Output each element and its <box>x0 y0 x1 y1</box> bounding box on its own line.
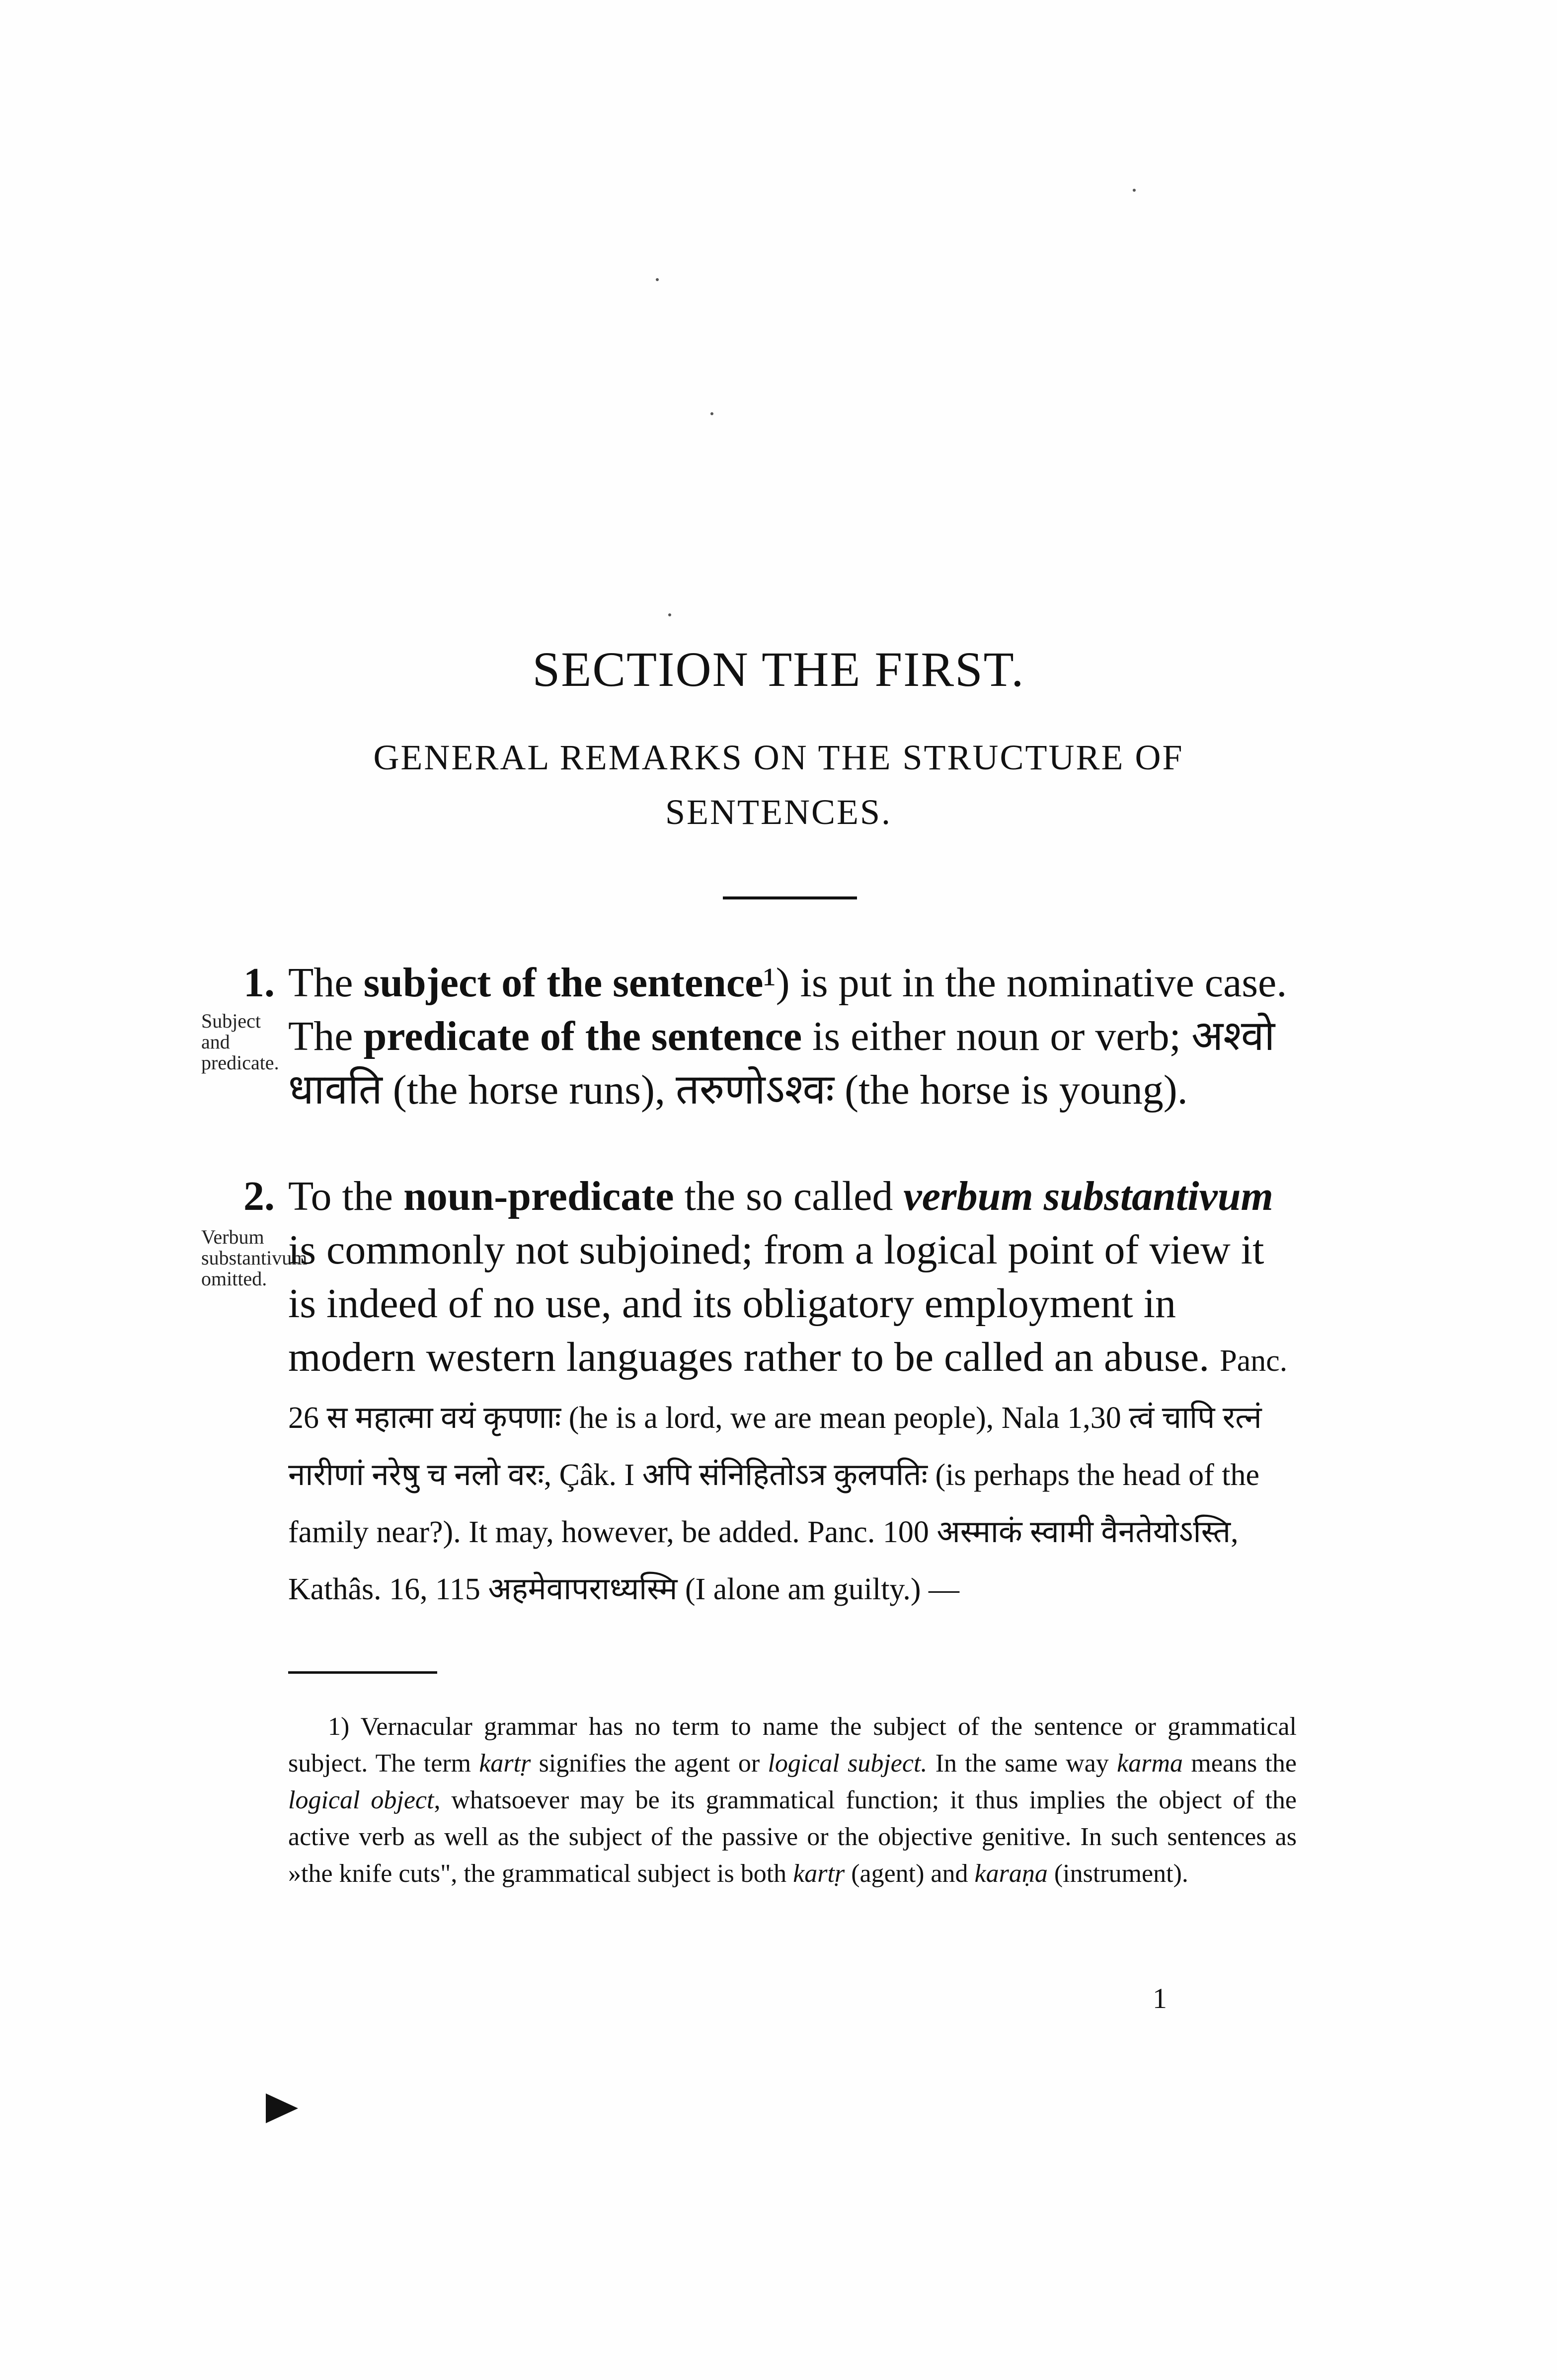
p1-subject-term: subject of the sentence <box>363 960 764 1006</box>
corner-arrow-icon <box>266 2093 298 2123</box>
fn-kartr-1: kartṛ <box>479 1749 531 1778</box>
p2-sanskrit-2: त्वं चापि रत्नं नारीणां नरेषु च नलो वरः <box>288 1401 1262 1492</box>
p1-text-6: (the horse runs), <box>382 1067 676 1113</box>
p2-example-3: , Çâk. I <box>544 1458 642 1492</box>
footnote-divider <box>288 1671 437 1674</box>
footnote-marker: 1) <box>328 1712 350 1741</box>
fn-text-1: Vernacular grammar has no term to name the subject of the sentence or grammatical subject. The term <box>288 1712 1297 1778</box>
footnote-1 <box>288 1709 1297 1892</box>
p1-text-7: (the horse is young). <box>834 1067 1188 1113</box>
p1-predicate-term: predicate of the sentence <box>363 1013 802 1059</box>
p2-sanskrit-3: अपि संनिहितोऽत्र कुलपतिः <box>642 1458 928 1492</box>
fn-text-2: signifies the agent or <box>531 1749 768 1778</box>
fn-text-7: (instrument). <box>1047 1859 1188 1888</box>
p2-example-1: Panc. 26 <box>288 1344 1288 1435</box>
p2-example-2: (he is a lord, we are mean people), Nala 1,30 <box>561 1401 1129 1435</box>
p2-text-3: the so called <box>674 1173 904 1219</box>
p2-sanskrit-5: अहमेवापराध्यस्मि <box>488 1572 678 1606</box>
paragraph-1 <box>243 956 1297 1117</box>
fn-text-4: means the <box>1183 1749 1297 1778</box>
p2-sanskrit-4: अस्माकं स्वामी वैनतेयोऽस्ति <box>936 1515 1231 1549</box>
p1-sanskrit-1: अश्वो धावति <box>288 1013 1275 1113</box>
margin-note-1: Subject and predicate. <box>201 1010 279 1074</box>
margin-note-2: Verbum substantivum omitted. <box>201 1226 308 1290</box>
p1-sanskrit-2: तरुणोऽश्वः <box>675 1067 835 1113</box>
p1-text-1: The <box>288 960 364 1006</box>
paragraph-number-1: 1. <box>243 960 275 1006</box>
fn-karma: karma <box>1117 1749 1183 1778</box>
p2-text-5: is commonly not subjoined; from a logical point of view it is indeed of no use, and its obligatory employment in modern western languages rather to be called an abuse. <box>288 1227 1264 1380</box>
subtitle-line-1: GENERAL REMARKS ON THE STRUCTURE OF <box>373 738 1184 777</box>
p2-example-5: , Kathâs. 16, 115 <box>288 1515 1239 1606</box>
p2-sanskrit-1: स महात्मा वयं कृपणाः <box>326 1401 561 1435</box>
p2-example-6: (I alone am guilty.) — <box>677 1572 960 1606</box>
p1-text-3: ¹) is put in the nominative case. The <box>288 960 1287 1059</box>
p2-example-4: (is perhaps the head of the family near?). It may, however, be added. Panc. 100 <box>288 1458 1259 1549</box>
paragraph-number-2: 2. <box>243 1173 275 1219</box>
section-divider <box>723 896 857 899</box>
subtitle-line-2: SENTENCES. <box>665 792 892 832</box>
fn-text-5: , whatsoever may be its grammatical function; it thus implies the object of the active verb as well as the subject of the passive or the objective genitive. In such sentences as »the knife cuts", the grammatical subject is both <box>288 1786 1297 1888</box>
fn-logical-subject: logical subject. <box>768 1749 928 1778</box>
fn-text-6: (agent) and <box>845 1859 975 1888</box>
fn-karana: karaṇa <box>974 1859 1048 1888</box>
page-number: 1 <box>1153 1982 1167 2014</box>
section-title: SECTION THE FIRST. <box>532 642 1025 697</box>
p1-text-5: is either noun or verb; <box>802 1013 1191 1059</box>
fn-text-3: In the same way <box>927 1749 1117 1778</box>
p2-verbum-term: verbum substantivum <box>903 1173 1273 1219</box>
fn-kartr-2: kartṛ <box>793 1859 845 1888</box>
fn-logical-object: logical object <box>288 1786 434 1814</box>
p2-noun-predicate-term: noun-predicate <box>403 1173 674 1219</box>
section-subtitle <box>0 730 1557 839</box>
p2-text-1: To the <box>288 1173 404 1219</box>
